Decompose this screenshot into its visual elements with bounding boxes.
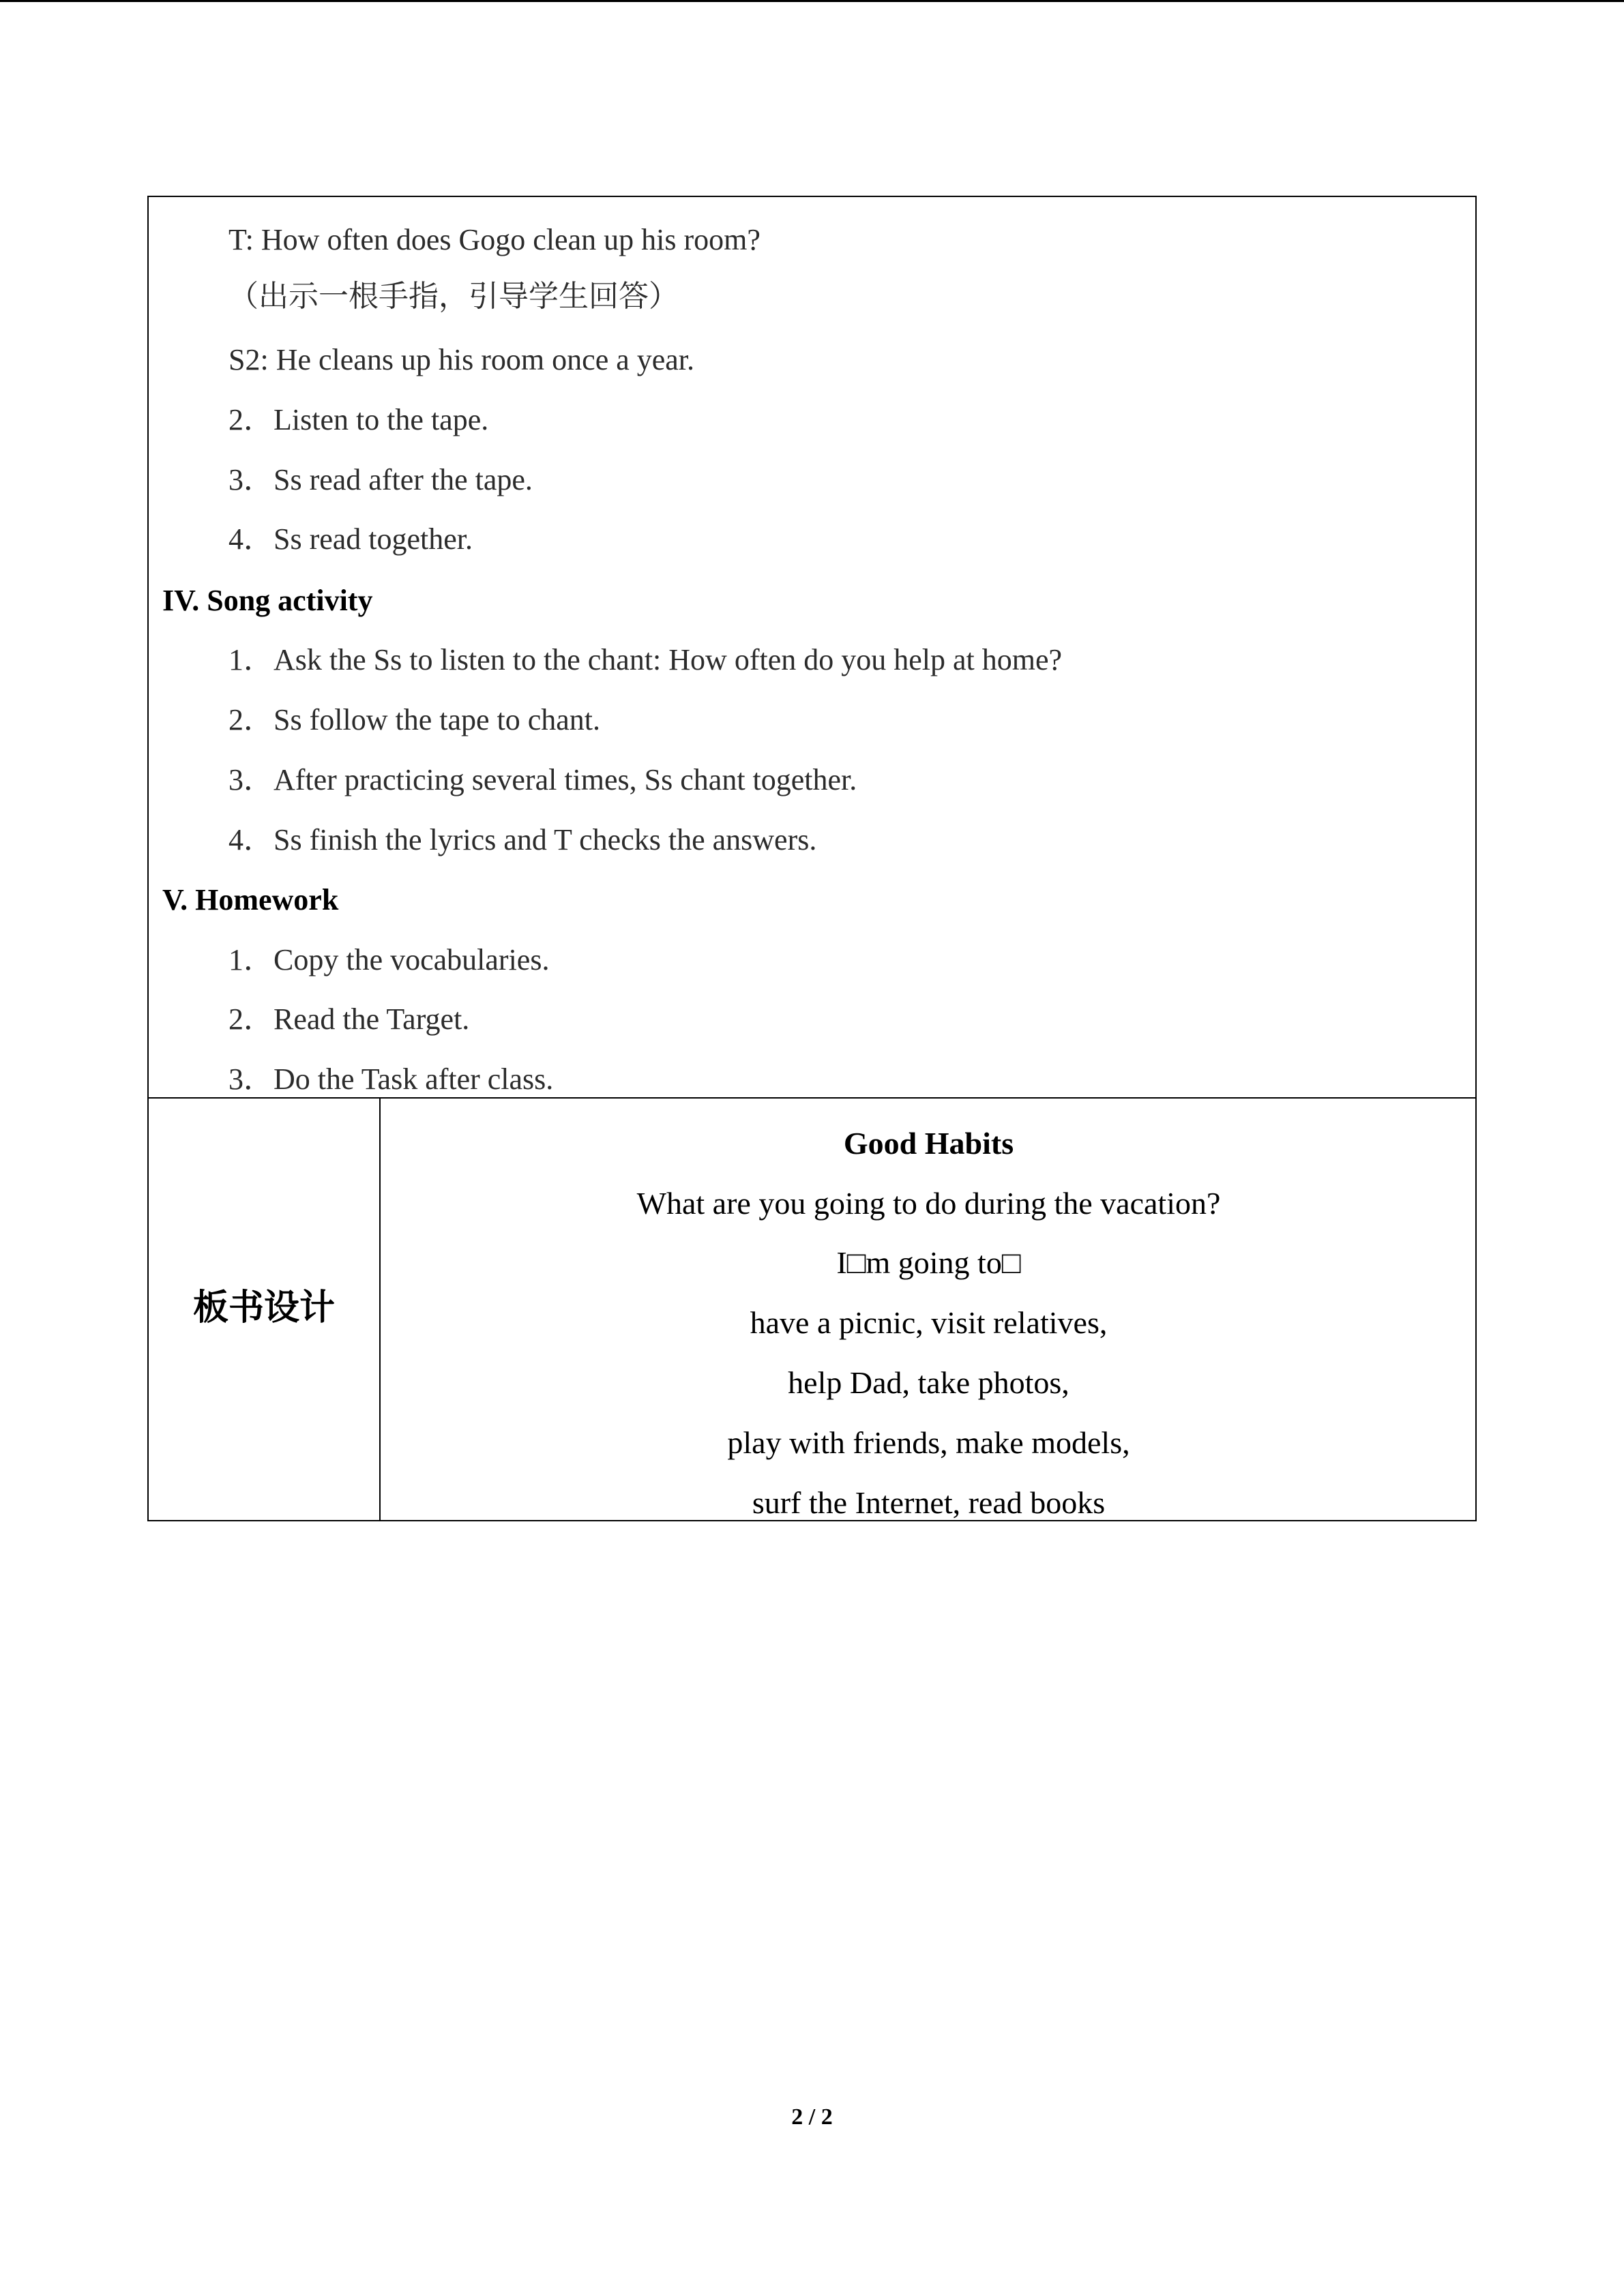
top-border-line: [0, 0, 1624, 2]
board-phrase-line: have a picnic, visit relatives,: [750, 1305, 1108, 1340]
board-design-label: 板书设计: [192, 1287, 335, 1328]
board-question: What are you going to do during the vacation?: [636, 1186, 1221, 1221]
board-phrase-line: help Dad, take photos,: [788, 1365, 1069, 1400]
song-step-1: 1．Ask the Ss to listen to the chant: How often do you help at home?: [228, 643, 1063, 676]
step-3: 3．Ss read after the tape.: [228, 463, 533, 496]
teacher-note: （出示一根手指，引导学生回答）: [228, 279, 679, 314]
homework-step-2: 2．Read the Target.: [228, 1002, 470, 1036]
song-step-2: 2．Ss follow the tape to chant.: [228, 703, 601, 736]
teacher-question: T: How often does Gogo clean up his room?: [228, 223, 761, 256]
song-step-3: 3．After practicing several times, Ss chant together.: [228, 763, 857, 796]
step-2: 2．Listen to the tape.: [228, 403, 489, 436]
page-number: 2 / 2: [791, 2104, 833, 2130]
song-step-4: 4．Ss finish the lyrics and T checks the answers.: [228, 823, 817, 856]
board-phrase-line: play with friends, make models,: [727, 1425, 1130, 1460]
homework-step-3: 3．Do the Task after class.: [228, 1062, 554, 1096]
step-4: 4．Ss read together.: [228, 522, 473, 556]
board-answer-pattern: I□m going to□: [836, 1245, 1021, 1280]
homework-step-1: 1．Copy the vocabularies.: [228, 943, 550, 976]
board-title: Good Habits: [843, 1126, 1014, 1161]
student-answer: S2: He cleans up his room once a year.: [228, 343, 695, 376]
board-phrase-line: surf the Internet, read books: [752, 1485, 1106, 1520]
song-activity-heading: IV. Song activity: [162, 584, 373, 617]
homework-heading: V. Homework: [162, 883, 339, 916]
